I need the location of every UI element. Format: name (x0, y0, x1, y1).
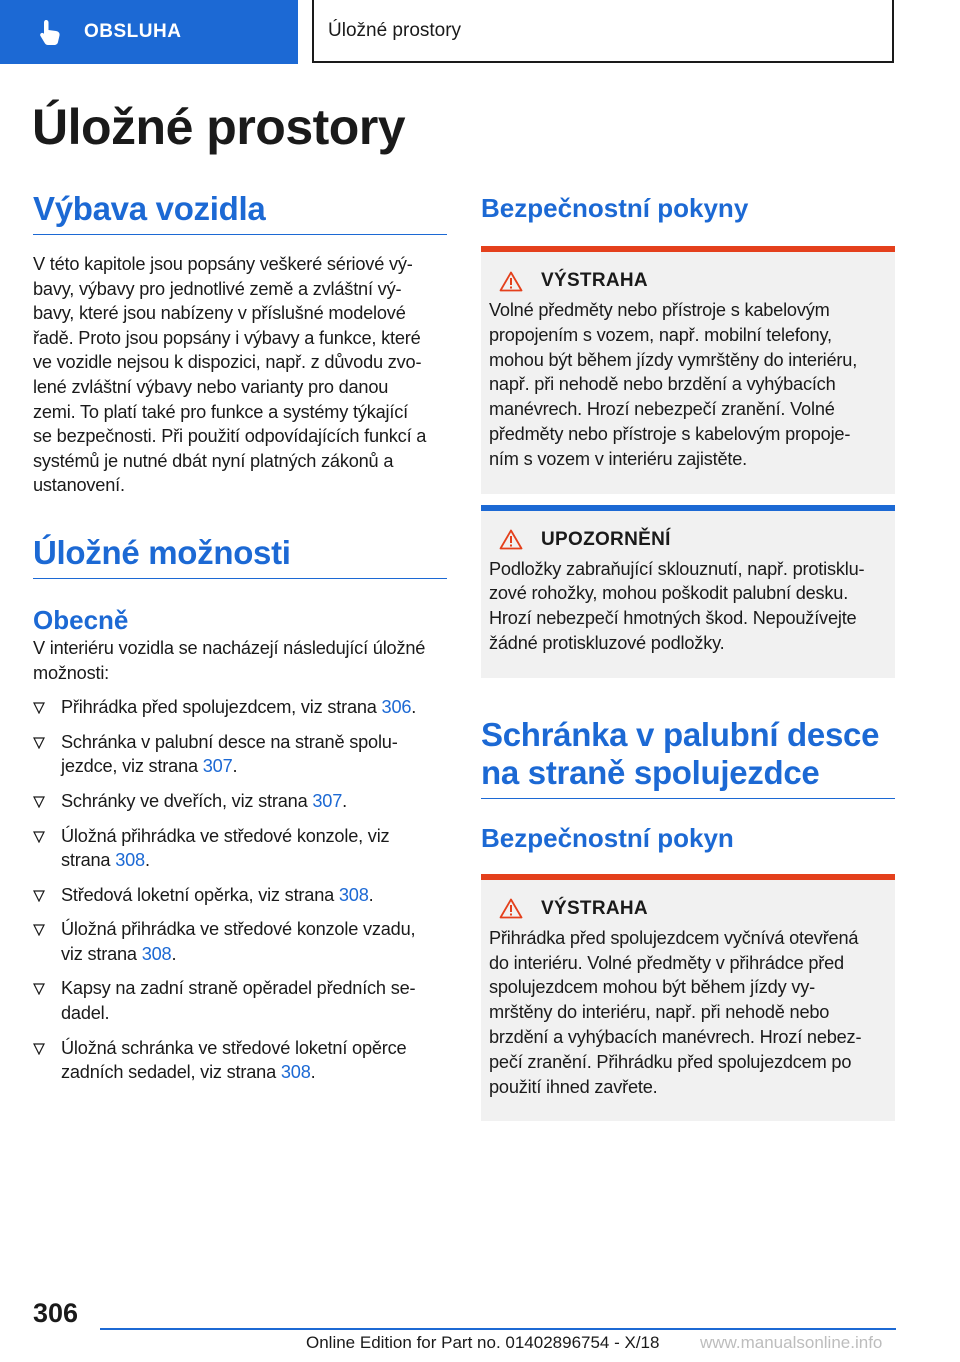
list-item: Úložná přihrádka ve středové konzole, viz strana 308. (33, 824, 447, 873)
list-item: Úložná schránka ve středové loketní opěrce zadních sedadel, viz strana 308. (33, 1036, 447, 1085)
list-item: Kapsy na zadní straně opěradel předních se- dadel. (33, 976, 447, 1025)
list-item: Schránka v palubní desce na straně spolu- jezdce, viz strana 307. (33, 730, 447, 779)
heading-vybava: Výbava vozidla (33, 190, 447, 235)
page-ref-link[interactable]: 307 (202, 756, 233, 777)
triangle-bullet-icon (33, 924, 45, 936)
storage-list (33, 695, 447, 1085)
warning-text: Volné předměty nebo přístroje s kabelovým propojením s vozem, např. mobilní telefony, mohou být během jízdy vymrštěny do interiéru, např. při nehodě nebo brzdění a vyhýbacích manévrech. Hrozí nebezpečí zranění. Volné předměty nebo přístroje s kabelovým propoje- ním s vozem v interiéru zajistěte. (489, 300, 858, 469)
section-tab[interactable] (0, 0, 298, 64)
list-item: Schránky ve dveřích, viz strana 307. (33, 789, 447, 814)
page-tab[interactable] (312, 0, 894, 63)
notice-box (481, 505, 895, 678)
heading-schranka: Schránka v palubní desce na straně spolujezdce (481, 716, 895, 799)
vybava-paragraph: V této kapitole jsou popsány veškeré sériové vý- bavy, výbavy pro jednotlivé země a zvláštní vý- bavy, které jsou nabízeny v příslušné modelové řadě. Proto jsou popsány i výbavy a funkce, které ve vozidle nejsou k dispozici, např. z důvodu zvo- lené zvláštní výbavy nebo varianty pro danou zemi. To platí také pro funkce a systémy týkající se bezpečnosti. Při použití odpovídajících funkcí a systémů je nutné dbát nyní platných zákonů a ustanovení. (33, 254, 427, 496)
notice-label: UPOZORNĚNÍ (541, 528, 671, 550)
list-item: Středová loketní opěrka, viz strana 308. (33, 883, 447, 908)
warning-box (481, 246, 895, 494)
edition-info: Online Edition for Part no. 01402896754 - X/18 (306, 1333, 660, 1352)
page-ref-link[interactable]: 308 (115, 850, 145, 871)
warning-triangle-icon (499, 529, 523, 550)
warning-text: Přihrádka před spolujezdcem vyčnívá otevřená do interiéru. Volné předměty v přihrádce před spolujezdcem mohou být během jízdy vy- mrštěny do interiéru, např. při nehodě nebo brzdění a vyhýbacích manévrech. Hrozí nebez- pečí zranění. Přihrádku před spolujezdcem po použití ihned zavřete. (489, 927, 862, 1097)
triangle-bullet-icon (33, 983, 45, 995)
triangle-bullet-icon (33, 831, 45, 843)
page-ref-link[interactable]: 306 (381, 697, 412, 718)
moznosti-intro: V interiéru vozidla se nacházejí následující úložné možnosti: (33, 637, 426, 683)
right-column (481, 193, 895, 1121)
triangle-bullet-icon (33, 737, 45, 749)
page-title: Úložné prostory (32, 99, 406, 155)
left-column (33, 190, 447, 1095)
heading-bezpecnostni-pokyny: Bezpečnostní pokyny (481, 193, 749, 223)
triangle-bullet-icon (33, 796, 45, 808)
page-ref-link[interactable]: 308 (280, 1062, 311, 1083)
warning-box (481, 874, 895, 1122)
notice-text: Podložky zabraňující sklouznutí, např. protisklu- zové rohožky, mohou poškodit palubní desku. Hrozí nebezpečí hmotných škod. Nepoužívejte žádné protiskluzové podložky. (489, 558, 865, 653)
footer-divider (100, 1328, 896, 1330)
subheading-bezpecnostni-pokyn: Bezpečnostní pokyn (481, 822, 734, 853)
heading-moznosti: Úložné možnosti (33, 534, 447, 579)
section-label: OBSLUHA (84, 21, 182, 42)
warning-label: VÝSTRAHA (541, 270, 648, 291)
page-ref-link[interactable]: 308 (338, 884, 369, 905)
warning-triangle-icon (499, 271, 523, 292)
page-number: 306 (33, 1298, 79, 1328)
triangle-bullet-icon (33, 1043, 45, 1055)
triangle-bullet-icon (33, 702, 45, 714)
page-ref-link[interactable]: 307 (312, 790, 343, 811)
warning-triangle-icon (499, 898, 523, 919)
triangle-bullet-icon (33, 890, 45, 902)
page-tab-label: Úložné prostory (328, 19, 462, 41)
warning-label: VÝSTRAHA (541, 897, 648, 919)
list-item: Přihrádka před spolujezdcem, viz strana 306. (33, 695, 447, 720)
watermark: www.manualsonline.info (700, 1333, 883, 1352)
hand-pointer-icon (38, 18, 62, 46)
page-ref-link[interactable]: 308 (141, 943, 172, 964)
list-item: Úložná přihrádka ve středové konzole vzadu, viz strana 308. (33, 917, 447, 966)
subheading-obecne: Obecně (33, 604, 129, 635)
